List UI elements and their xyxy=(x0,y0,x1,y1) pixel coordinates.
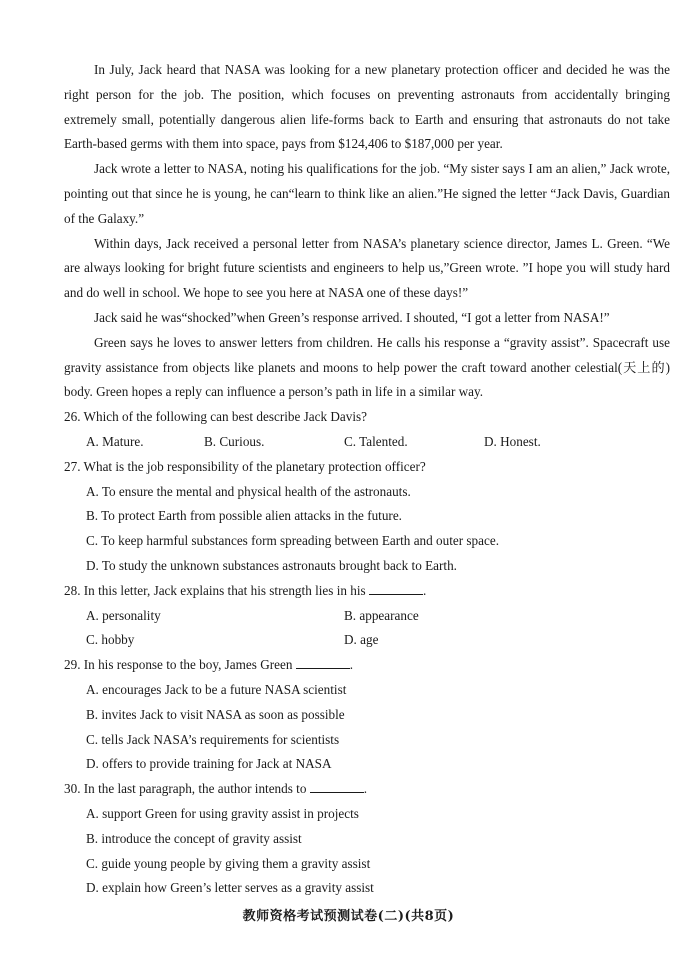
q26-option-c[interactable]: C. Talented. xyxy=(344,433,408,449)
q27-option-a[interactable]: A. To ensure the mental and physical health of the astronauts. xyxy=(86,483,411,499)
question-27-stem: 27. What is the job responsibility of the planetary protection officer? xyxy=(64,458,426,474)
q27-option-d[interactable]: D. To study the unknown substances astronauts brought back to Earth. xyxy=(86,557,457,573)
q30-option-d[interactable]: D. explain how Green’s letter serves as a gravity assist xyxy=(86,880,374,896)
q29-option-c[interactable]: C. tells Jack NASA’s requirements for scientists xyxy=(86,731,340,747)
page-footer: 教师资格考试预测试卷(二)(共8页) xyxy=(242,909,455,924)
question-28-options-row-2 xyxy=(64,628,670,653)
q28-stem-text: 28. In this letter, Jack explains that his strength lies in his xyxy=(64,582,366,598)
q26-option-b[interactable]: B. Curious. xyxy=(204,433,265,449)
q28-option-b[interactable]: B. appearance xyxy=(344,607,419,623)
q30-stem-text: 30. In the last paragraph, the author intends to xyxy=(64,781,307,797)
passage-paragraph-3: Within days, Jack received a personal letter from NASA’s planetary science director, James L. Green. “We are always looking for bright future scientists and engineers to help us,”Green wrote. ”I hope you will study hard and do well in school. We hope to see you here at NASA one of these days!” xyxy=(64,235,670,301)
q29-stem-text: 29. In his response to the boy, James Green xyxy=(64,657,293,673)
q27-option-c[interactable]: C. To keep harmful substances form spreading between Earth and outer space. xyxy=(86,533,500,549)
q28-stem-end: . xyxy=(422,582,427,598)
passage-paragraph-2: Jack wrote a letter to NASA, noting his qualifications for the job. “My sister says I am an alien,” Jack wrote, pointing out that since he is young, he can“learn to think like an alien.”He signed the letter “Jack Davis, Guardian of the Galaxy.” xyxy=(64,161,670,226)
question-26-stem: 26. Which of the following can best describe Jack Davis? xyxy=(64,409,367,425)
q28-option-a[interactable]: A. personality xyxy=(86,607,161,623)
q29-answer-blank[interactable] xyxy=(296,656,350,669)
q29-stem-end: . xyxy=(349,657,354,673)
passage-paragraph-4: Jack said he was“shocked”when Green’s response arrived. I shouted, “I got a letter from NASA!” xyxy=(94,309,610,325)
passage-paragraph-5: Green says he loves to answer letters from children. He calls his response a “gravity assist”. Spacecraft use gravity assistance from objects like planets and moons to help power the craft toward another celestial(天上的) body. Green hopes a reply can influence a person’s path in life in a similar way. xyxy=(64,334,670,400)
q29-option-d[interactable]: D. offers to provide training for Jack at NASA xyxy=(86,756,332,772)
passage-paragraph-1: In July, Jack heard that NASA was looking for a new planetary protection officer and decided he was the right person for the job. The position, which focuses on preventing astronauts from accidentally bringing extremely small, potentially dangerous alien life-forms back to Earth and ensuring that astronauts do not take Earth-based germs with them into space, pays from $124,406 to $187,000 per year. xyxy=(64,62,670,152)
q30-answer-blank[interactable] xyxy=(310,780,364,793)
q28-answer-blank[interactable] xyxy=(369,582,423,595)
question-26-options xyxy=(64,430,670,455)
content-area xyxy=(64,58,670,901)
q30-option-c[interactable]: C. guide young people by giving them a gravity assist xyxy=(86,855,371,871)
question-28-stem xyxy=(64,579,670,604)
q30-option-b[interactable]: B. introduce the concept of gravity assist xyxy=(86,830,302,846)
q30-stem-end: . xyxy=(363,781,368,797)
q26-option-a[interactable]: A. Mature. xyxy=(86,433,144,449)
question-30-stem xyxy=(64,777,670,802)
q28-option-d[interactable]: D. age xyxy=(344,632,379,648)
q30-option-a[interactable]: A. support Green for using gravity assist in projects xyxy=(86,805,359,821)
q26-option-d[interactable]: D. Honest. xyxy=(484,433,541,449)
question-29-stem xyxy=(64,653,670,678)
q27-option-b[interactable]: B. To protect Earth from possible alien attacks in the future. xyxy=(86,508,402,524)
q28-option-c[interactable]: C. hobby xyxy=(86,632,135,648)
q29-option-a[interactable]: A. encourages Jack to be a future NASA scientist xyxy=(86,681,347,697)
question-28-options-row-1 xyxy=(64,604,670,629)
q29-option-b[interactable]: B. invites Jack to visit NASA as soon as possible xyxy=(86,706,345,722)
